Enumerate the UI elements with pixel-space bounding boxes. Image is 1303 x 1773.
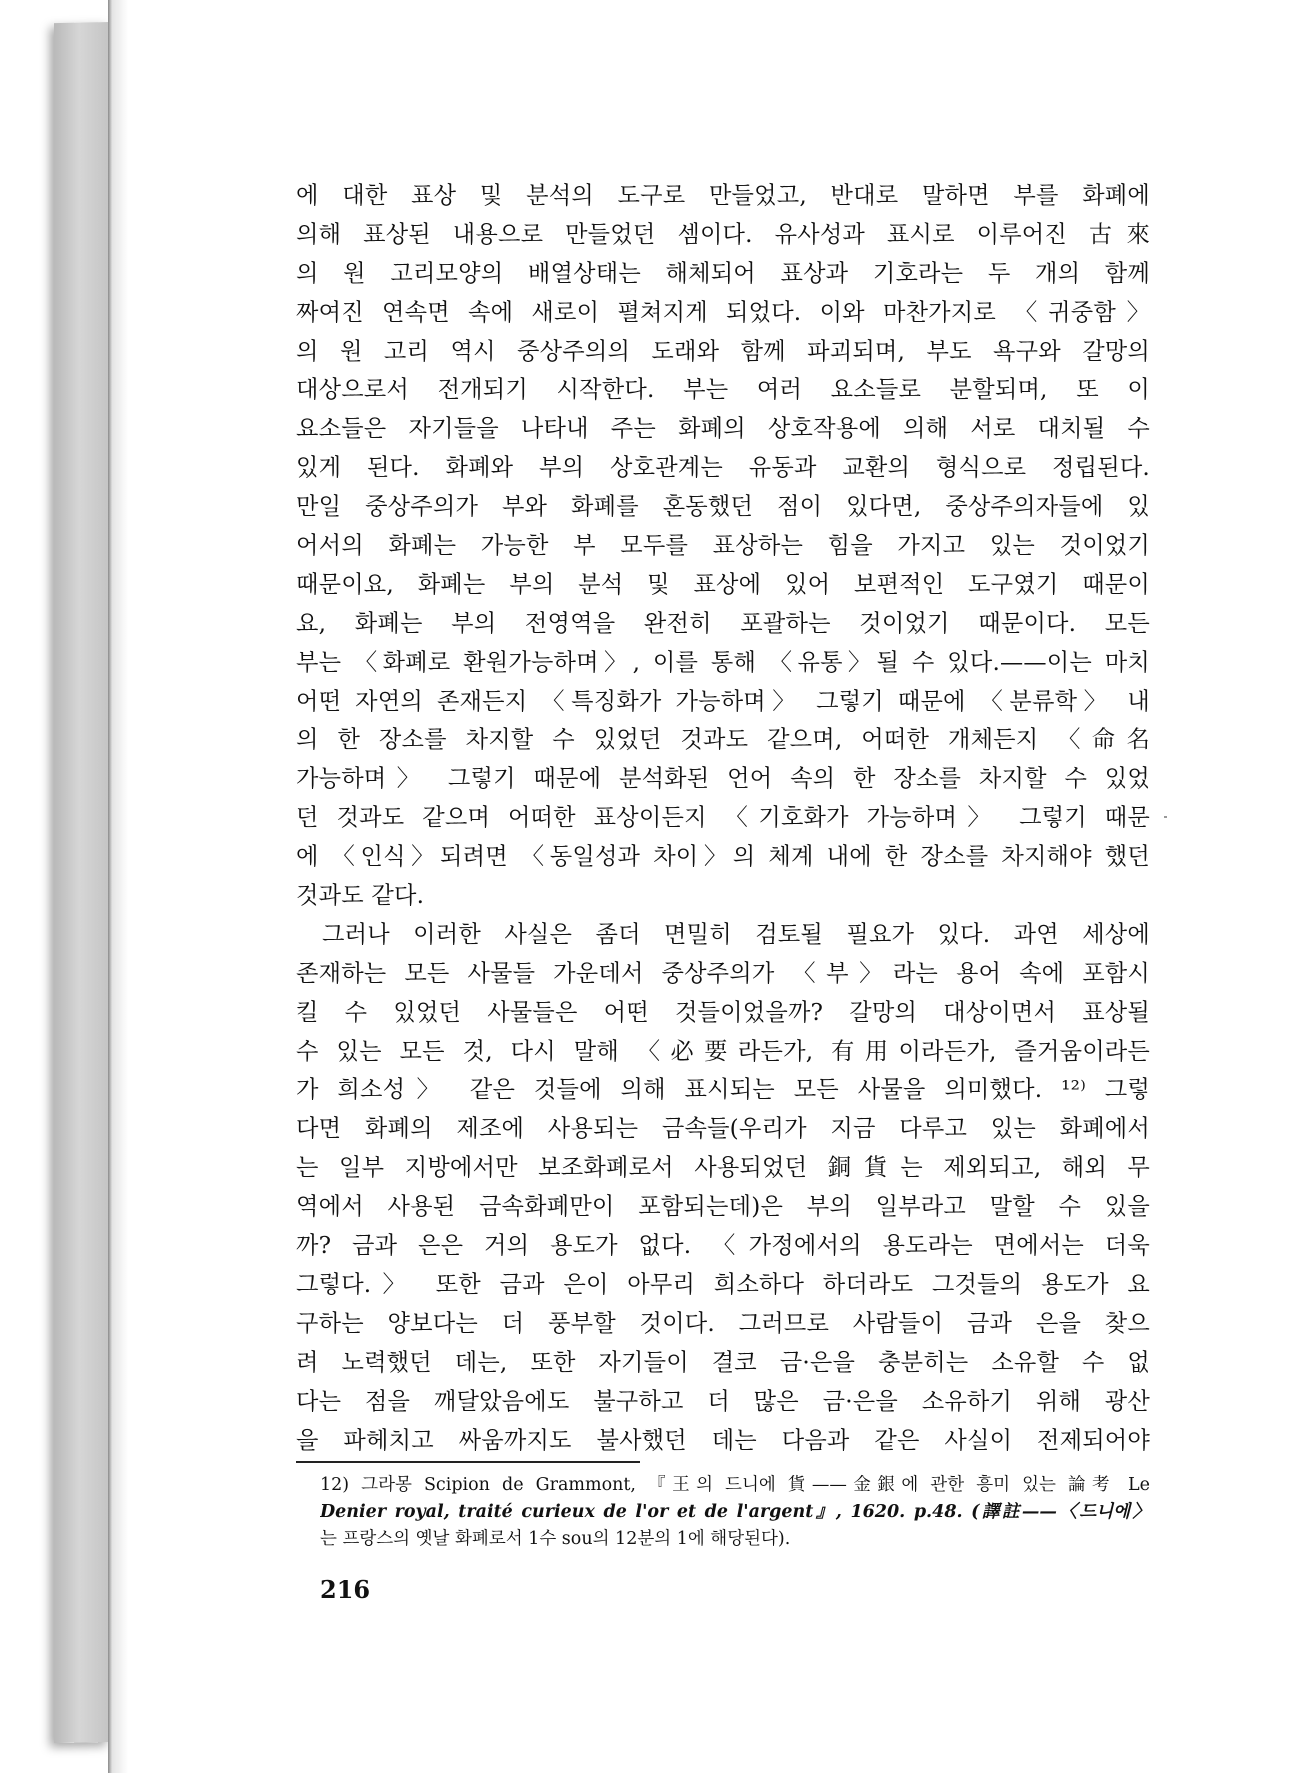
body-line: 것과도 같다. — [296, 882, 425, 910]
footnote-line: 는 프랑스의 옛날 화폐로서 1수 sou의 12분의 1에 해당된다). — [320, 1529, 791, 1549]
body-line: 있게 된다. 화폐와 부의 상호관계는 유동과 교환의 형식으로 정립된다. — [296, 454, 1150, 482]
body-line: 을 파헤치고 싸움까지도 불사했던 데는 다음과 같은 사실이 전제되어야 — [296, 1426, 1150, 1454]
body-line: 수 있는 모든 것, 다시 말해 〈必要라든가, 有用이라든가, 즐거움이라든 — [296, 1037, 1150, 1065]
book-spine — [54, 22, 110, 1743]
page-number: 216 — [320, 1575, 371, 1604]
body-line: 에 〈인식〉되려면 〈동일성과 차이〉의 체계 내에 한 장소를 차지해야 했던 — [296, 843, 1150, 871]
page-edge — [108, 0, 112, 1773]
body-line: 부는 〈화폐로 환원가능하며〉, 이를 통해 〈유통〉될 수 있다.——이는 마치 — [296, 648, 1150, 676]
body-line: 요소들은 자기들을 나타내 주는 화폐의 상호작용에 의해 서로 대치될 수 — [296, 415, 1150, 443]
body-line: 의해 표상된 내용으로 만들었던 셈이다. 유사성과 표시로 이루어진 古來 — [296, 220, 1150, 248]
body-line: 만일 중상주의가 부와 화폐를 혼동했던 점이 있다면, 중상주의자들에 있 — [296, 493, 1150, 521]
body-line: 그렇다.〉 또한 금과 은이 아무리 희소하다 하더라도 그것들의 용도가 요 — [296, 1270, 1150, 1298]
body-line: 짜여진 연속면 속에 새로이 펼쳐지게 되었다. 이와 마찬가지로 〈귀중함〉 — [296, 298, 1150, 326]
body-line: 의 한 장소를 차지할 수 있었던 것과도 같으며, 어떠한 개체든지 〈命名 — [296, 726, 1150, 754]
body-line: 려 노력했던 데는, 또한 자기들이 결코 금·은을 충분히는 소유할 수 없 — [296, 1348, 1150, 1376]
body-line: 그러나 이러한 사실은 좀더 면밀히 검토될 필요가 있다. 과연 세상에 — [322, 920, 1150, 948]
body-line: 때문이요, 화폐는 부의 분석 및 표상에 있어 보편적인 도구였기 때문이 — [296, 570, 1150, 598]
body-line: 던 것과도 같으며 어떠한 표상이든지 〈기호화가 가능하며〉 그렇기 때문 — [296, 804, 1150, 832]
footnote-line: 12) 그라몽 Scipion de Grammont, 『王의 드니에 貨——金銀에 관한 흥미 있는 論考 Le — [320, 1475, 1150, 1495]
page-gutter-shadow — [110, 0, 128, 1773]
body-line: 킬 수 있었던 사물들은 어떤 것들이었을까? 갈망의 대상이면서 표상될 — [296, 998, 1150, 1026]
body-line: 가 희소성〉 같은 것들에 의해 표시되는 모든 사물을 의미했다. ¹²⁾ 그렇 — [296, 1076, 1150, 1104]
page-mark — [1164, 816, 1167, 818]
body-line: 가능하며〉 그렇기 때문에 분석화된 언어 속의 한 장소를 차지할 수 있었 — [296, 765, 1150, 793]
footnote-divider — [296, 1461, 640, 1463]
body-line: 존재하는 모든 사물들 가운데서 중상주의가 〈부〉라는 용어 속에 포함시 — [296, 959, 1150, 987]
body-line: 구하는 양보다는 더 풍부할 것이다. 그러므로 사람들이 금과 은을 찾으 — [296, 1309, 1150, 1337]
body-line: 의 원 고리모양의 배열상태는 해체되어 표상과 기호라는 두 개의 함께 — [296, 259, 1150, 287]
footnote — [320, 1472, 1150, 1553]
body-line: 까? 금과 은은 거의 용도가 없다. 〈가정에서의 용도라는 면에서는 더욱 — [296, 1232, 1150, 1260]
body-line: 대상으로서 전개되기 시작한다. 부는 여러 요소들로 분할되며, 또 이 — [296, 376, 1150, 404]
body-text — [296, 177, 1150, 1460]
body-line: 역에서 사용된 금속화폐만이 포함되는데)은 부의 일부라고 말할 수 있을 — [296, 1193, 1150, 1221]
footnote-line: Denier royal, traité curieux de l'or et de l'argent』, 1620. p.48. (譯註——〈드니에〉 — [320, 1502, 1150, 1522]
body-line: 는 일부 지방에서만 보조화폐로서 사용되었던 銅貨는 제외되고, 해외 무 — [296, 1154, 1150, 1182]
body-line: 어떤 자연의 존재든지 〈특징화가 가능하며〉 그렇기 때문에 〈분류학〉 내 — [296, 687, 1150, 715]
body-line: 어서의 화폐는 가능한 부 모두를 표상하는 힘을 가지고 있는 것이었기 — [296, 532, 1150, 560]
body-line: 다면 화폐의 제조에 사용되는 금속들(우리가 지금 다루고 있는 화폐에서 — [296, 1115, 1150, 1143]
body-line: 요, 화폐는 부의 전영역을 완전히 포괄하는 것이었기 때문이다. 모든 — [296, 609, 1150, 637]
body-line: 의 원 고리 역시 중상주의의 도래와 함께 파괴되며, 부도 욕구와 갈망의 — [296, 337, 1150, 365]
body-line: 다는 점을 깨달았음에도 불구하고 더 많은 금·은을 소유하기 위해 광산 — [296, 1387, 1150, 1415]
body-line: 에 대한 표상 및 분석의 도구로 만들었고, 반대로 말하면 부를 화폐에 — [296, 182, 1150, 209]
